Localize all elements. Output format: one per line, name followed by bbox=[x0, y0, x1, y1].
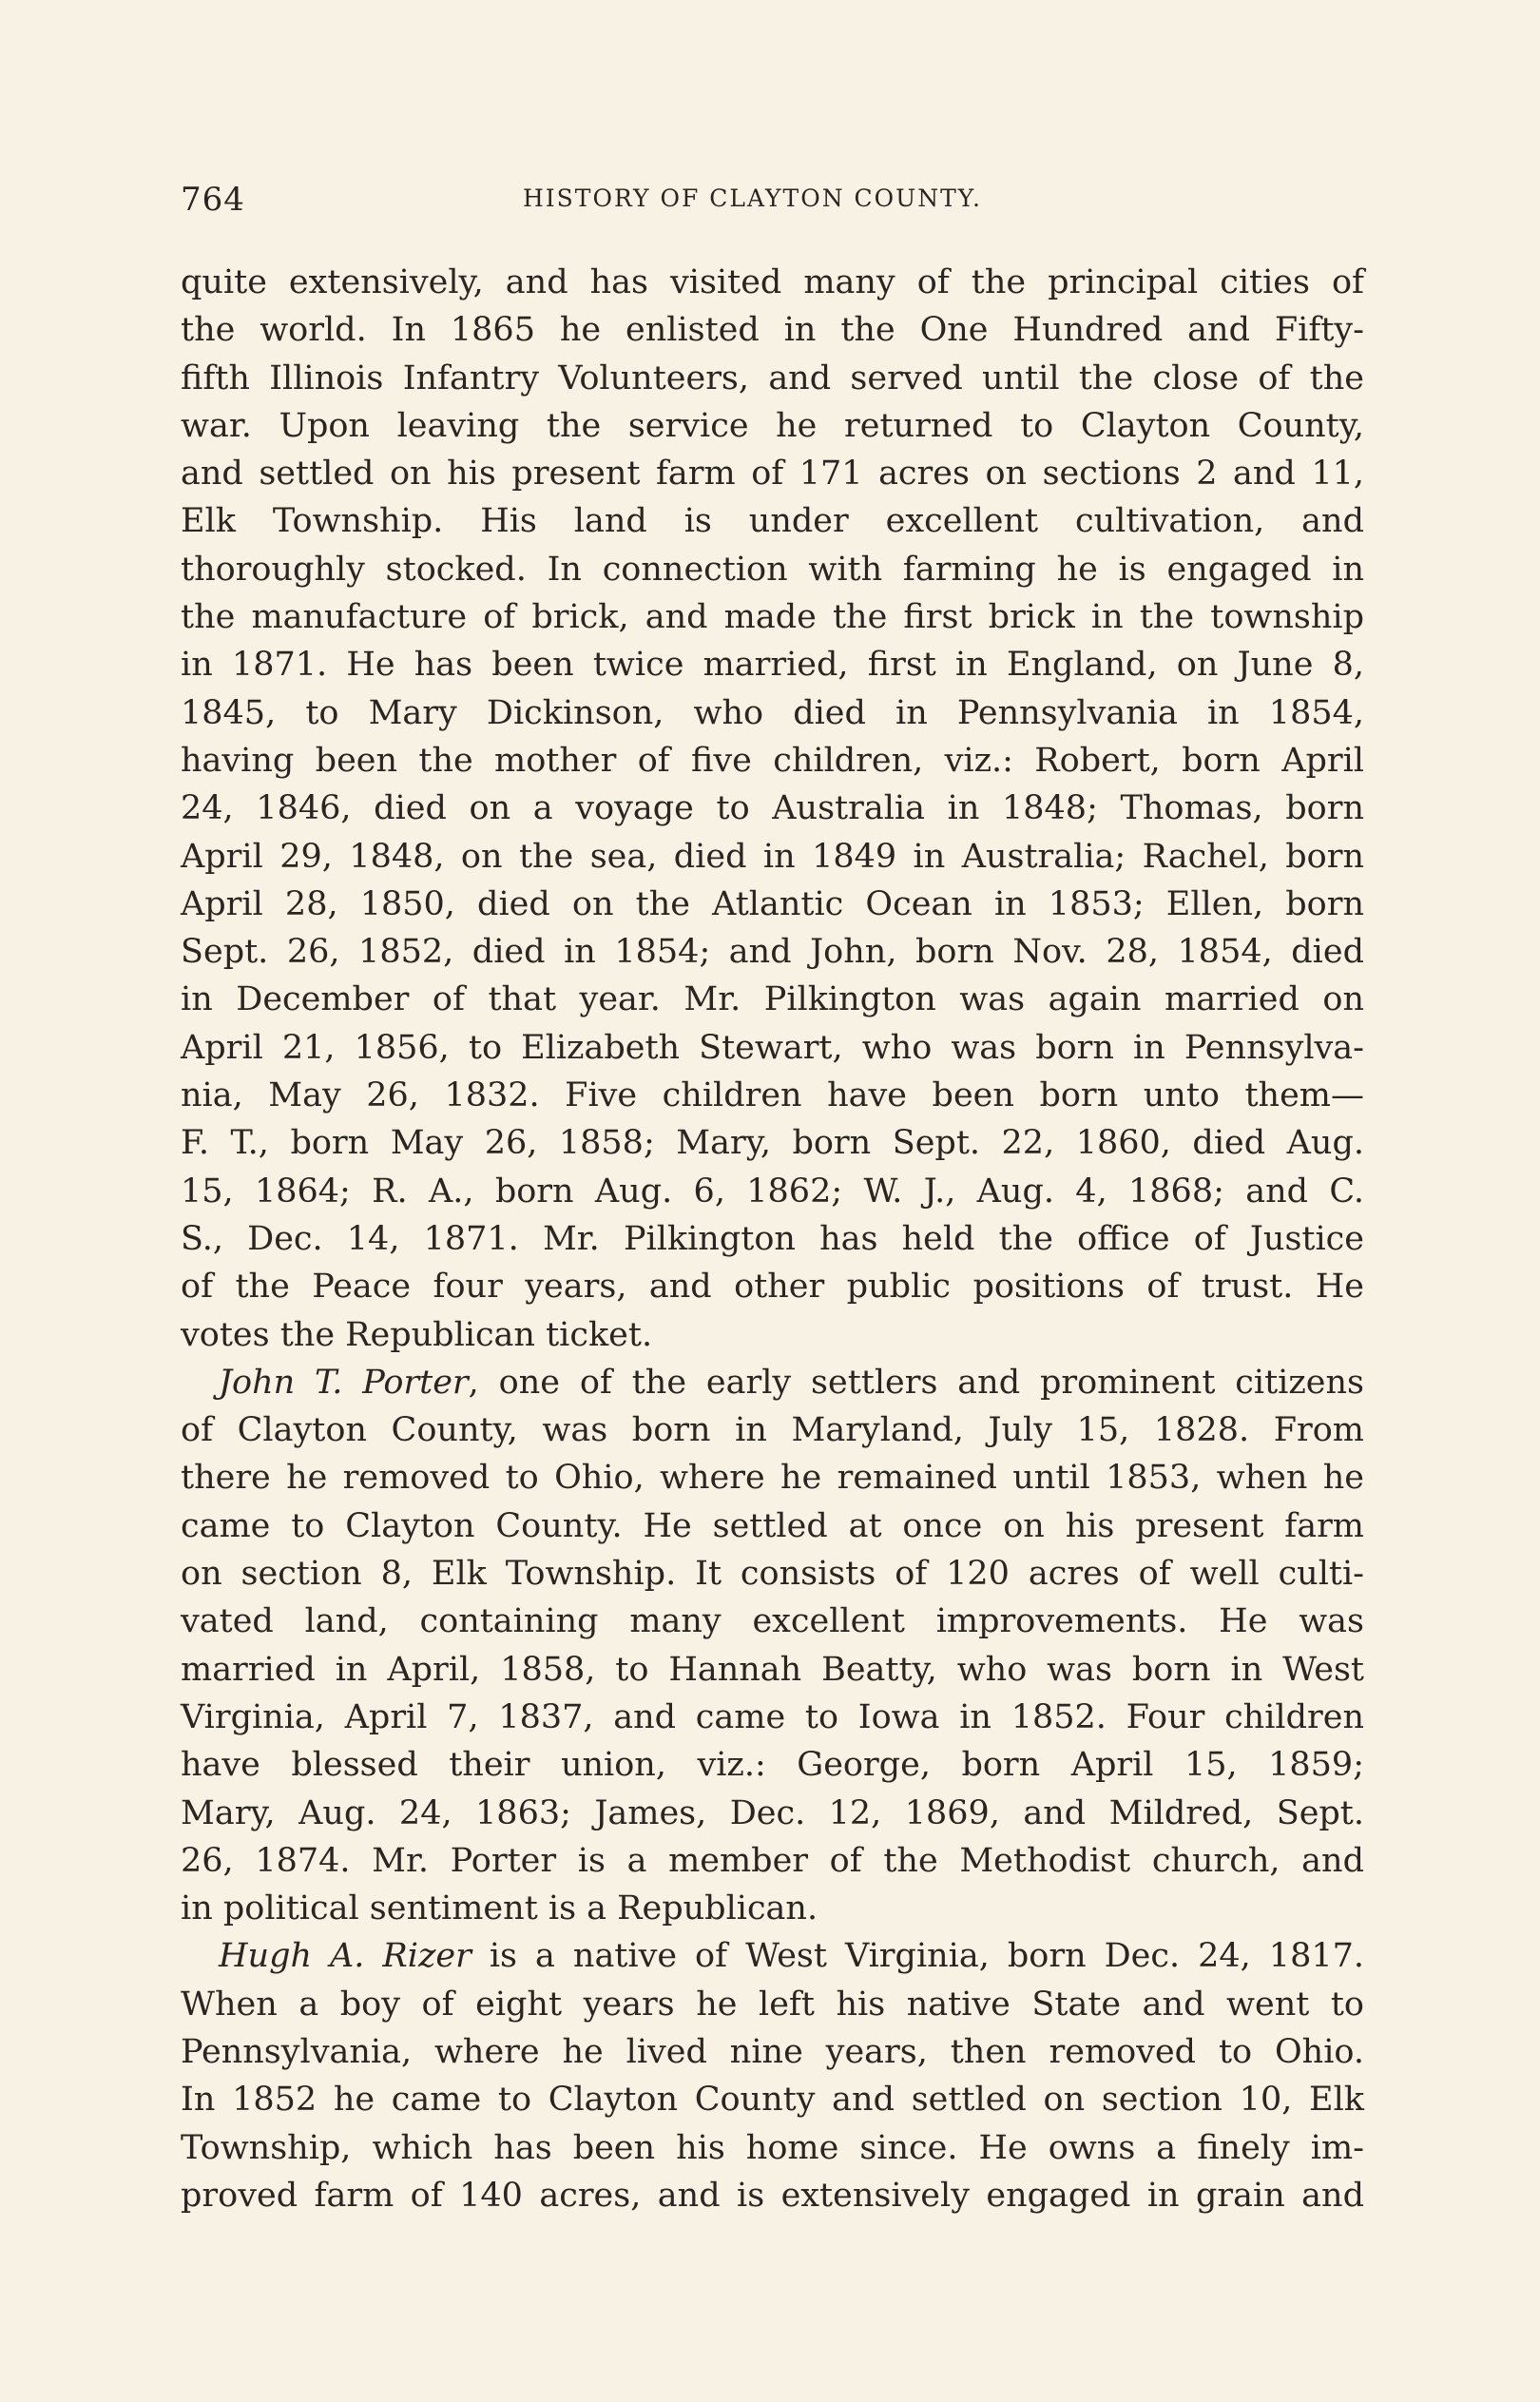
text-line: proved farm of 140 acres, and is extensively engaged in grain and bbox=[181, 2176, 1364, 2215]
body-text bbox=[181, 259, 1364, 2219]
text-line: married in April, 1858, to Hannah Beatty, who was born in West bbox=[181, 1650, 1364, 1689]
text-line: quite extensively, and has visited many of the principal cities of bbox=[181, 263, 1364, 301]
running-head: HISTORY OF CLAYTON COUNTY. bbox=[523, 184, 983, 212]
text-line: have blessed their union, viz.: George, born April 15, 1859; bbox=[181, 1746, 1364, 1785]
text-line: votes the Republican ticket. bbox=[181, 1315, 653, 1354]
text-line: Virginia, April 7, 1837, and came to Iowa in 1852. Four children bbox=[181, 1697, 1364, 1736]
text-line: the world. In 1865 he enlisted in the One Hundred and Fifty- bbox=[181, 311, 1364, 350]
text-line: April 28, 1850, died on the Atlantic Ocean in 1853; Ellen, born bbox=[181, 884, 1364, 923]
text-line: the manufacture of brick, and made the first brick in the township bbox=[181, 598, 1364, 637]
text-line: fifth Illinois Infantry Volunteers, and served until the close of the bbox=[181, 358, 1364, 397]
text-line: in December of that year. Mr. Pilkington was again married on bbox=[181, 980, 1364, 1019]
text-line: 1845, to Mary Dickinson, who died in Pennsylvania in 1854, bbox=[181, 693, 1364, 732]
biography-name: Hugh A. Rizer bbox=[219, 1937, 472, 1976]
text-line: and settled on his present farm of 171 acres on sections 2 and 11, bbox=[181, 455, 1364, 494]
paragraph-first-line bbox=[181, 1359, 1364, 1406]
text-line: In 1852 he came to Clayton County and settled on section 10, Elk bbox=[181, 2081, 1364, 2120]
text-line: nia, May 26, 1832. Five children have been born unto them— bbox=[181, 1076, 1364, 1115]
text-line: April 29, 1848, on the sea, died in 1849 in Australia; Rachel, born bbox=[181, 837, 1364, 876]
text-line: Sept. 26, 1852, died in 1854; and John, born Nov. 28, 1854, died bbox=[181, 933, 1364, 972]
text-line: Township, which has been his home since. He owns a finely im- bbox=[181, 2128, 1364, 2167]
text-line: thoroughly stocked. In connection with farming he is engaged in bbox=[181, 550, 1364, 589]
text-line: Pennsylvania, where he lived nine years, then removed to Ohio. bbox=[181, 2032, 1364, 2071]
text-line: of the Peace four years, and other public positions of trust. He bbox=[181, 1268, 1364, 1307]
text-line: Mary, Aug. 24, 1863; James, Dec. 12, 1869, and Mildred, Sept. bbox=[181, 1793, 1364, 1832]
text-line: in political sentiment is a Republican. bbox=[181, 1889, 818, 1928]
text-line: F. T., born May 26, 1858; Mary, born Sept. 22, 1860, died Aug. bbox=[181, 1124, 1364, 1163]
page-header bbox=[181, 181, 1364, 219]
text-line: S., Dec. 14, 1871. Mr. Pilkington has held the office of Justice bbox=[181, 1219, 1364, 1258]
biography-name: John T. Porter bbox=[219, 1363, 469, 1402]
text-fragment: , one of the early settlers and prominent citizens bbox=[468, 1363, 1364, 1402]
text-line: of Clayton County, was born in Maryland, July 15, 1828. From bbox=[181, 1411, 1364, 1450]
text-line: 24, 1846, died on a voyage to Australia in 1848; Thomas, born bbox=[181, 789, 1364, 828]
paragraph-first-line bbox=[181, 1932, 1364, 1980]
text-line: there he removed to Ohio, where he remained until 1853, when he bbox=[181, 1459, 1364, 1498]
page-number: 764 bbox=[181, 181, 245, 219]
text-line: on section 8, Elk Township. It consists of 120 acres of well culti- bbox=[181, 1555, 1364, 1594]
text-line: 15, 1864; R. A., born Aug. 6, 1862; W. J., Aug. 4, 1868; and C. bbox=[181, 1172, 1364, 1211]
text-line: 26, 1874. Mr. Porter is a member of the Methodist church, and bbox=[181, 1841, 1364, 1880]
text-line: came to Clayton County. He settled at once on his present farm bbox=[181, 1506, 1364, 1545]
text-line: war. Upon leaving the service he returned to Clayton County, bbox=[181, 406, 1364, 445]
text-line: in 1871. He has been twice married, first in England, on June 8, bbox=[181, 646, 1364, 685]
text-line: having been the mother of five children, viz.: Robert, born April bbox=[181, 741, 1364, 780]
text-line: April 21, 1856, to Elizabeth Stewart, who was born in Pennsylva- bbox=[181, 1028, 1364, 1067]
text-fragment: is a native of West Virginia, born Dec. 24, 1817. bbox=[471, 1937, 1364, 1976]
text-line: When a boy of eight years he left his native State and went to bbox=[181, 1985, 1364, 2024]
text-line: Elk Township. His land is under excellent cultivation, and bbox=[181, 502, 1364, 541]
text-line: vated land, containing many excellent improvements. He was bbox=[181, 1602, 1364, 1641]
